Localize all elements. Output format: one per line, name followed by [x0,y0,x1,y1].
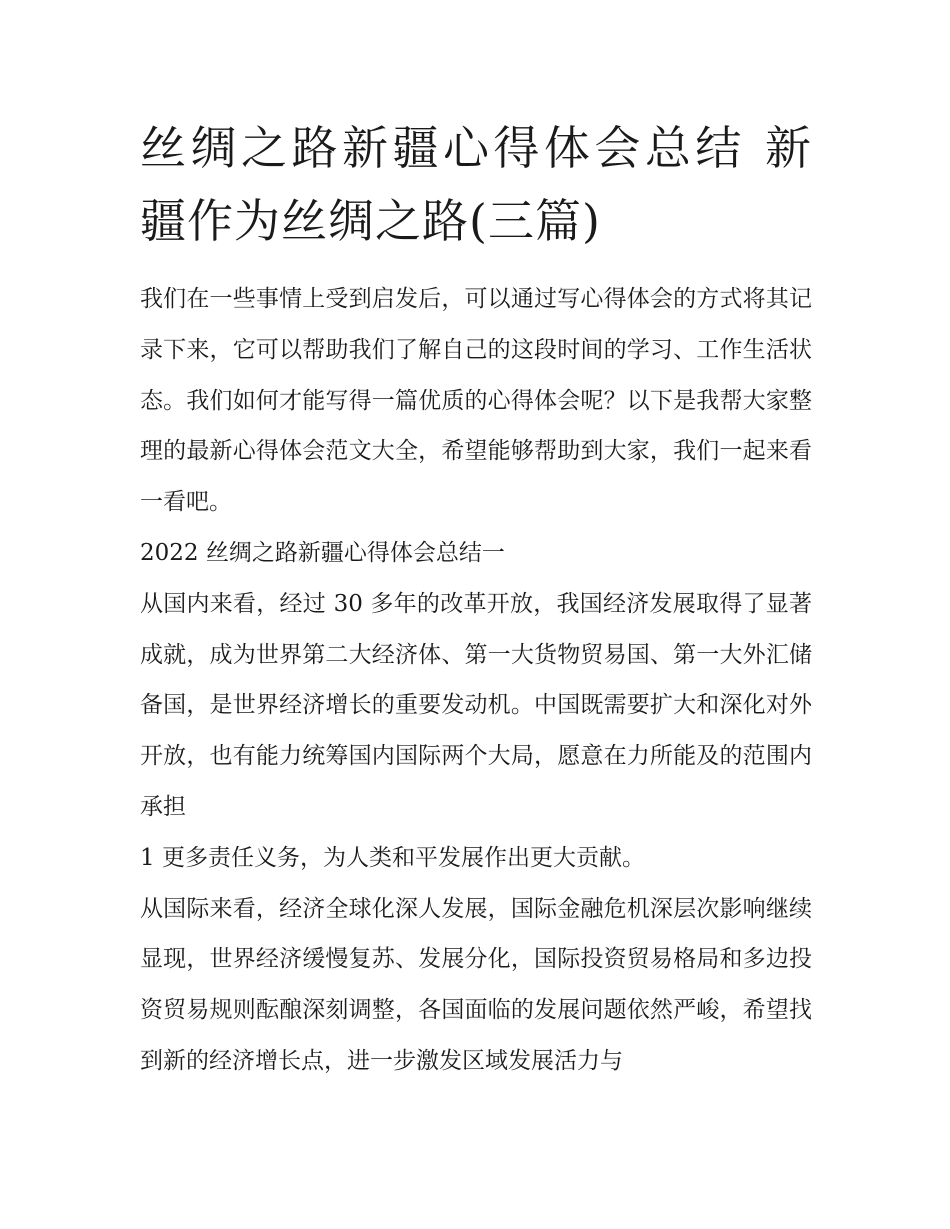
body-paragraph-continuation: 1 更多责任义务，为人类和平发展作出更大贡献。 [140,844,645,871]
document-content [140,112,812,1087]
body-paragraph-domestic: 从国内来看，经过 30 多年的改革开放，我国经济发展取得了显著成就，成为世界第二大经济体、第一大货物贸易国、第一大外汇储备国，是世界经济增长的重要发动机。中国既需要扩大和深化对外开放，也有能力统筹国内国际两个大局，愿意在力所能及的范围内承担 [140,590,812,820]
body-paragraph-international: 从国际来看，经济全球化深人发展，国际金融危机深层次影响继续显现，世界经济缓慢复苏、发展分化，国际投资贸易格局和多边投资贸易规则酝酿深刻调整，各国面临的发展问题依然严峻，希望找到新的经济增长点，进一步激发区域发展活力与 [140,895,812,1074]
section-heading: 2022 丝绸之路新疆心得体会总结一 [140,539,505,566]
intro-paragraph: 我们在一些事情上受到启发后，可以通过写心得体会的方式将其记录下来，它可以帮助我们了解自己的这段时间的学习、工作生活状态。我们如何才能写得一篇优质的心得体会呢？以下是我帮大家整理的最新心得体会范文大全，希望能够帮助到大家，我们一起来看一看吧。 [140,286,812,516]
document-title: 丝绸之路新疆心得体会总结 新疆作为丝绸之路(三篇) [140,121,812,248]
